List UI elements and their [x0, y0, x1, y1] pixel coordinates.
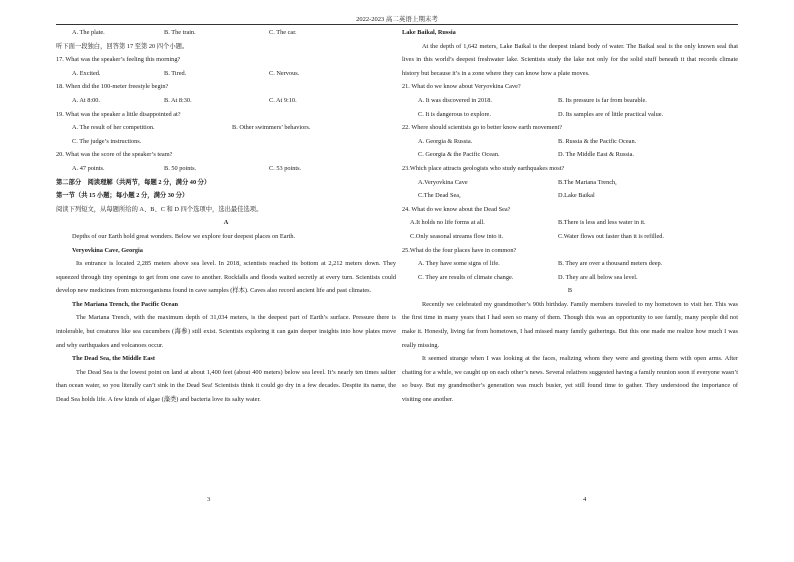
option: A.It holds no life forms at all.: [410, 219, 485, 227]
q25-options-cd: [402, 271, 738, 285]
header-divider: [56, 24, 738, 25]
passage-b-label: B: [567, 287, 573, 295]
q23-options-cd: [402, 189, 738, 203]
q19-option-c: C. The judge’s instructions.: [72, 137, 142, 145]
q21-options-ab: [402, 94, 738, 108]
option: C. Nervous.: [269, 69, 300, 77]
q22-options-ab: [402, 135, 738, 149]
option: B. Other swimmers’ behaviors.: [232, 124, 311, 132]
option: C. The car.: [269, 29, 297, 36]
q24-options-ab: [402, 216, 738, 230]
paragraph-veryovkina: Its entrance is located 2,285 meters above sea level. In 2018, scientists reached its bottom at 2,212 meters down. They squeezed through tiny openings to get from one cave to another. Rockfalls and floods waited secretly at every turn. Scientists could develop new medicines from microorganisms found in cave samples (样本). Caves also record ancient life and past climates.: [56, 260, 396, 295]
option: C. It is dangerous to explore.: [418, 110, 491, 118]
page-number-right: 4: [583, 496, 587, 503]
question-20: 20. What was the score of the speaker’s team?: [56, 151, 173, 159]
option: C. They are results of climate change.: [418, 273, 514, 281]
question-19: 19. What was the speaker a little disappointed at?: [56, 110, 181, 118]
q16-options: [56, 26, 396, 40]
option: B. The train.: [164, 29, 196, 36]
option: D.Lake Baikal: [558, 192, 595, 200]
option: D. They are all below sea level.: [558, 273, 638, 281]
question-23: 23.Which place attracts geologists who study earthquakes most?: [402, 164, 565, 172]
passage-intro: Depths of our Earth hold great wonders. Below we explore four deepest places on Earth.: [72, 232, 296, 240]
passage-a-label: A: [223, 219, 229, 227]
option: C. At 9:10.: [269, 96, 297, 104]
option: C. Georgia & the Pacific Ocean.: [418, 151, 500, 159]
question-18: 18. When did the 100-meter freestyle begin?: [56, 83, 169, 91]
option: B. Russia & the Pacific Ocean.: [558, 137, 637, 145]
option: B. 50 points.: [164, 164, 197, 172]
option: A. The result of her competition.: [72, 124, 155, 132]
question-21: 21. What do we know about Veryovkina Cave?: [402, 83, 521, 91]
option: A. The plate.: [72, 29, 105, 36]
option: B.There is less and less water in it.: [558, 219, 646, 227]
option: C. 53 points.: [269, 164, 302, 172]
option: A. 47 points.: [72, 164, 105, 172]
option: B. At 8:30.: [164, 96, 192, 104]
q24-options-cd: [402, 230, 738, 244]
option: A. It was discovered in 2018.: [418, 96, 492, 104]
question-24: 24. What do we know about the Dead Sea?: [402, 205, 511, 213]
paragraph-dead-sea: The Dead Sea is the lowest point on land at about 1,400 feet (about 400 meters) below sea level. It’s nearly ten times saltier than ocean water, so you literally can’t sink in the Dead Sea! Scientists think it could go dry in a few decades. Despite its name, the Dead Sea holds life. A few kinds of algae (藻类) and bacteria love its salty water.: [56, 368, 396, 404]
question-22: 22. Where should scientists go to better know earth movement?: [402, 124, 563, 132]
paragraph-birthday: Recently we celebrated my grandmother’s 90th birthday. Family members traveled to my hometown to visit her. This was the first time in many years that I had seen so many of them. Though this was an opportunity to see family, many people did not make it. Honestly, living far from hometown, I had missed many family gatherings. But this one made me realize how much I was really missing.: [402, 300, 738, 349]
question-25: 25.What do the four places have in common?: [402, 246, 517, 254]
q23-options-ab: [402, 176, 738, 190]
option: C.The Dead Sea,: [418, 192, 461, 200]
q20-options: [56, 162, 396, 176]
q21-options-cd: [402, 108, 738, 122]
part-two-heading: 第二部分 阅读理解（共两节，每题 2 分，满分 40 分）: [56, 178, 211, 186]
page-number-left: 3: [207, 496, 211, 503]
section-one-heading: 第一节（共 15 小题；每小题 2 分，满分 30 分）: [56, 192, 189, 200]
heading-mariana: The Mariana Trench, the Pacific Ocean: [72, 300, 178, 308]
question-17: 17. What was the speaker’s feeling this morning?: [56, 56, 181, 64]
paragraph-mariana: The Mariana Trench, with the maximum depth of 31,034 meters, is the deepest part of Earth’s surface. Pressure there is intolerable, but creatures like sea cucumbers (海参) still exist. Scientists exploring it can gain deeper insights into how plates move and why earthquakes and volcanoes occur.: [56, 314, 396, 349]
q18-options: [56, 94, 396, 108]
q19-options: [56, 121, 396, 135]
option: A. They have some signs of life.: [418, 260, 500, 268]
option: B. They are over a thousand meters deep.: [558, 260, 663, 268]
q25-options-ab: [402, 257, 738, 271]
option: A. Georgia & Russia.: [418, 137, 473, 145]
option: C.Water flows out faster than it is refilled.: [558, 232, 664, 240]
option: B.The Mariana Trench,: [558, 178, 617, 186]
option: C.Only seasonal streams flow into it.: [410, 232, 504, 240]
heading-veryovkina: Veryovkina Cave, Georgia: [72, 246, 143, 254]
instructions: 阅读下列短文，从每题所给的 A、B、C 和 D 四个选项中，选出最佳选项。: [56, 205, 263, 213]
option: A.Veryovkina Cave: [418, 178, 468, 186]
paragraph-reunion: It seemed strange when I was looking at the faces, realizing whom they were and greeting them with open arms. After chatting for a while, we caught up on each other’s news. Several relatives suggested having a family reunion soon if everyone wasn’t so busy. But my grandmother’s generation was much busier, yet still found time to gather. They understood the importance of visiting one another.: [402, 355, 738, 404]
option: D. Its samples are of little practical value.: [558, 110, 664, 118]
option: B. Its pressure is far from bearable.: [558, 96, 647, 104]
q22-options-cd: [402, 148, 738, 162]
heading-baikal: Lake Baikal, Russia: [402, 29, 456, 36]
option: D. The Middle East & Russia.: [558, 151, 634, 159]
page-header: 2022-2023 高二英语上期末考: [356, 16, 438, 23]
q17-options: [56, 67, 396, 81]
paragraph-baikal: At the depth of 1,642 meters, Lake Baikal is the deepest inland body of water. The Baikal seal is the only known seal that lives in this world’s deepest freshwater lake. Scientists study the lake not only for the solid stuff beneath it that records climate history but because it’s in a zone where they can know how a plate moves.: [402, 42, 738, 77]
right-column: [402, 26, 738, 407]
heading-dead-sea: The Dead Sea, the Middle East: [72, 355, 155, 363]
option: A. Excited.: [72, 69, 101, 77]
q17-intro: 听下面一段独白，回答第 17 至第 20 四个小题。: [56, 42, 189, 50]
left-column: [56, 26, 396, 407]
option: A. At 8:00.: [72, 96, 100, 104]
option: B. Tired.: [164, 69, 187, 77]
